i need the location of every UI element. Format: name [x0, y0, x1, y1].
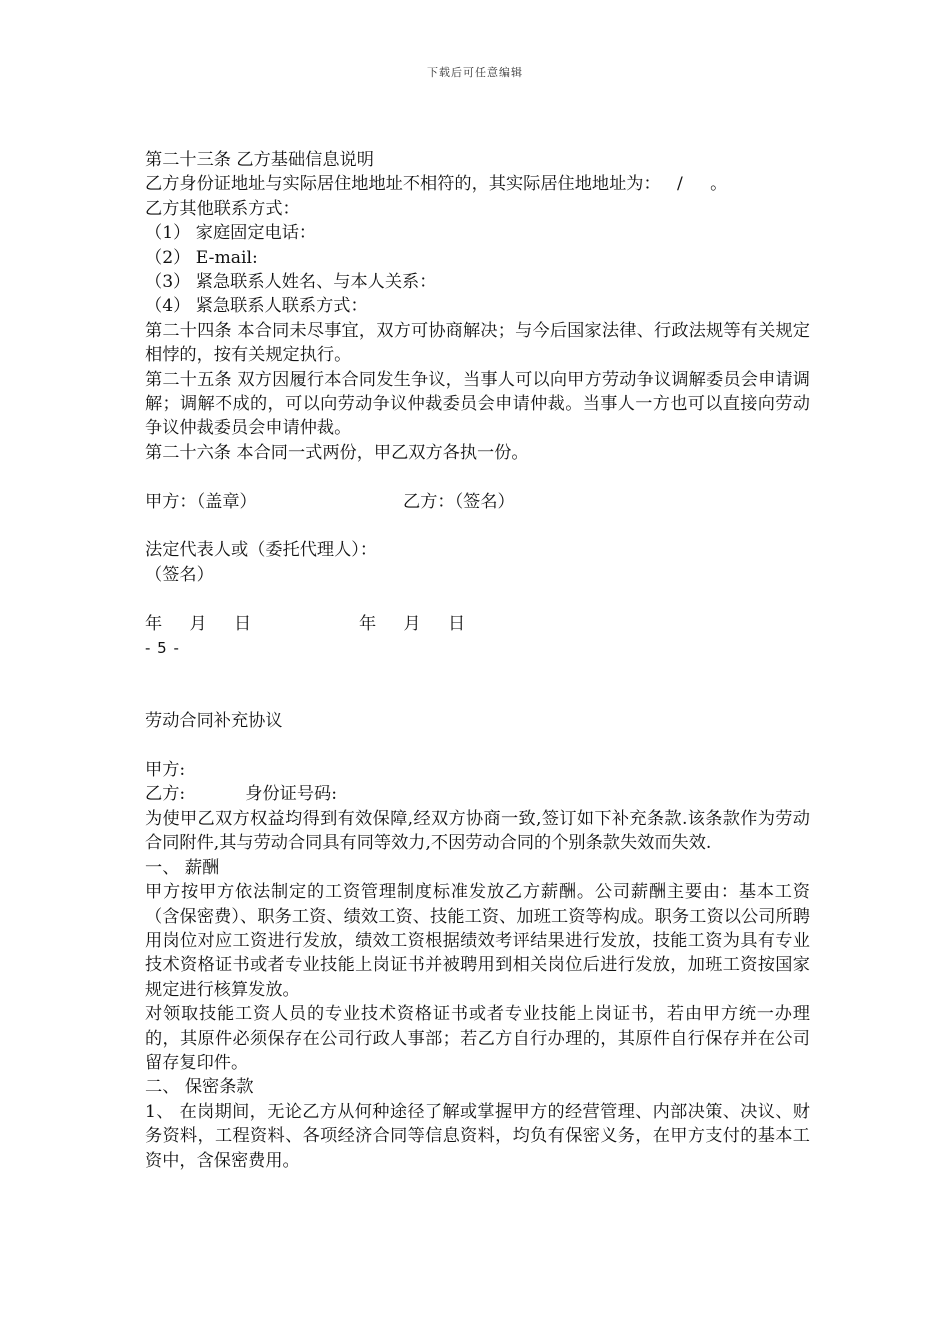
- supplement-party-b: 乙方: 身份证号码:: [145, 784, 337, 805]
- download-note: 下载后可任意编辑: [427, 66, 523, 79]
- section-1-title: 一、 薪酬: [145, 857, 220, 878]
- spacer: [145, 587, 810, 611]
- article-23-address: 乙方身份证地址与实际居住地地址不相符的，其实际居住地地址为： / 。: [145, 174, 728, 195]
- document-body: [145, 148, 810, 1173]
- date-left: 年 月 日: [145, 613, 252, 634]
- date-right: 年 月 日: [359, 613, 466, 634]
- signature-row: [145, 490, 810, 514]
- supplement-preamble: 为使甲乙双方权益均得到有效保障,经双方协商一致,签订如下补充条款.该条款作为劳动合同附件,其与劳动合同具有同等效力,不因劳动合同的个别条款失效而失效.: [145, 808, 810, 854]
- page-number: - 5 -: [145, 639, 180, 658]
- legal-representative-signature: （签名）: [145, 564, 214, 585]
- section-1-paragraph-2: 对领取技能工资人员的专业技术资格证书或者专业技能上岗证书，若由甲方统一办理的，其原件必须保存在公司行政人事部；若乙方自行办理的，其原件自行保存并在公司留存复印件。: [145, 1004, 810, 1073]
- article-26: 第二十六条 本合同一式两份，甲乙双方各执一份。: [145, 442, 529, 463]
- spacer: [145, 660, 810, 709]
- article-24: 第二十四条 本合同未尽事宜，双方可协商解决；与今后国家法律、行政法规等有关规定相悖的，按有关规定执行。: [145, 320, 810, 366]
- spacer: [145, 514, 810, 538]
- supplement-party-a: 甲方:: [145, 760, 186, 781]
- legal-representative: 法定代表人或（委托代理人）：: [145, 540, 378, 561]
- article-25: 第二十五条 双方因履行本合同发生争议，当事人可以向甲方劳动争议调解委员会申请调解；调解不成的，可以向劳动争议仲裁委员会申请仲裁。当事人一方也可以直接向劳动争议仲裁委员会申请仲裁。: [145, 369, 810, 439]
- section-1-paragraph-1: 甲方按甲方依法制定的工资管理制度标准发放乙方薪酬。公司薪酬主要由：基本工资（含保密费）、职务工资、绩效工资、技能工资、加班工资等构成。职务工资以公司所聘用岗位对应工资进行发放，绩效工资根据绩效考评结果进行发放，技能工资为具有专业技术资格证书或者专业技能上岗证书并被聘用到相关岗位后进行发放，加班工资按国家规定进行核算发放。: [145, 882, 810, 1000]
- party-b-signature: 乙方：（签名）: [403, 491, 515, 512]
- contact-item-home-phone: （1） 家庭固定电话：: [145, 223, 317, 244]
- contact-item-emergency-phone: （4） 紧急联系人联系方式：: [145, 296, 368, 317]
- party-a-seal: 甲方：（盖章）: [145, 491, 257, 512]
- section-2-title: 二、 保密条款: [145, 1077, 254, 1098]
- article-23-title: 第二十三条 乙方基础信息说明: [145, 150, 374, 170]
- section-2-paragraph-1: 1、 在岗期间，无论乙方从何种途径了解或掌握甲方的经营管理、内部决策、决议、财务资料，工程资料、各项经济合同等信息资料，均负有保密义务，在甲方支付的基本工资中，含保密费用。: [145, 1101, 810, 1171]
- contact-item-emergency-name: （3） 紧急联系人姓名、与本人关系：: [145, 272, 437, 293]
- spacer: [145, 465, 810, 489]
- article-23-contact: 乙方其他联系方式：: [145, 198, 300, 219]
- date-row: [145, 612, 810, 636]
- supplement-title: 劳动合同补充协议: [145, 711, 283, 732]
- contact-item-email: （2） E-mail:: [145, 247, 258, 268]
- spacer: [145, 734, 810, 758]
